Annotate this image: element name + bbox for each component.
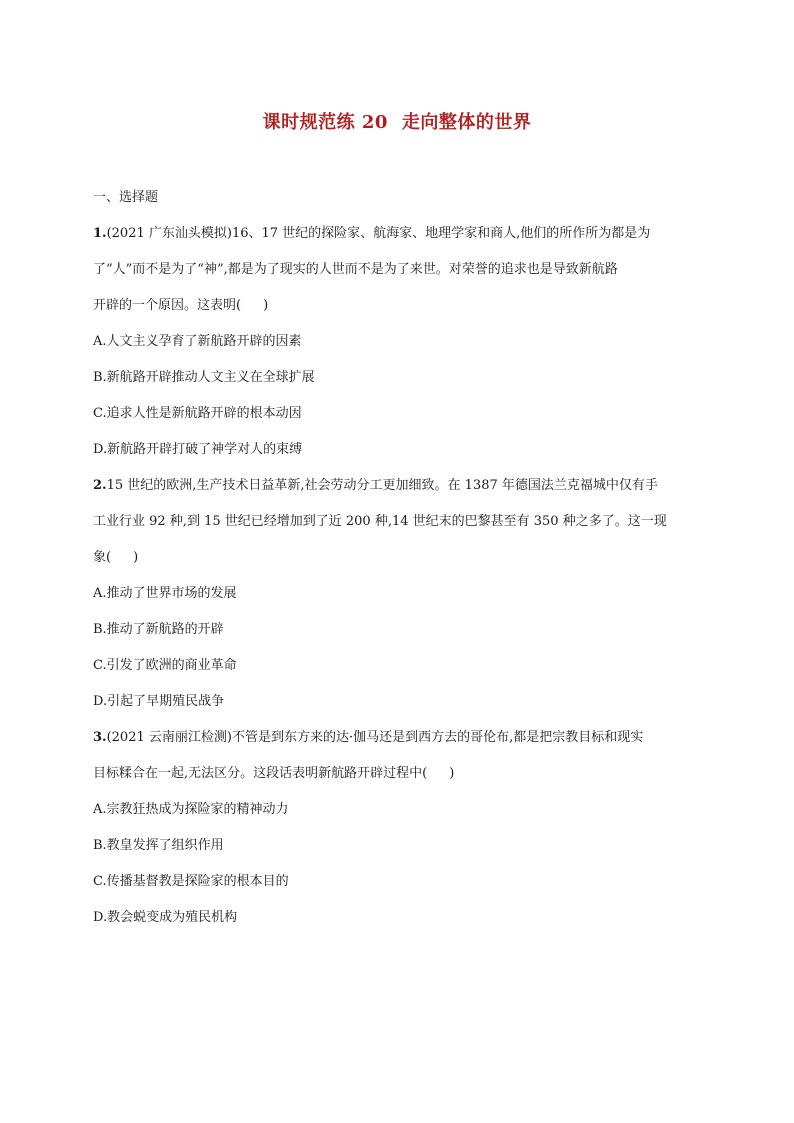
question-line — [93, 224, 705, 244]
question-line — [93, 764, 705, 784]
option-d: D.新航路开辟打破了神学对人的束缚 — [93, 442, 303, 457]
option-d: D.引起了早期殖民战争 — [93, 694, 225, 709]
question-2 — [93, 476, 705, 712]
answer-bracket-close: ) — [449, 766, 455, 781]
question-number: 3. — [93, 730, 107, 745]
question-text: 象( — [93, 550, 112, 565]
page-title — [0, 108, 794, 134]
answer-bracket-close: ) — [263, 298, 269, 313]
option-d: D.教会蜕变成为殖民机构 — [93, 910, 238, 925]
question-1 — [93, 224, 705, 460]
question-text: 目标糅合在一起,无法区分。这段话表明新航路开辟过程中( — [93, 766, 428, 781]
option-a: A.宗教狂热成为探险家的精神动力 — [93, 802, 289, 817]
title-main: 课时规范练 20 — [262, 112, 388, 133]
section-heading: 一、选择题 — [93, 190, 159, 205]
question-line: 工业行业 92 种,到 15 世纪已经增加到了近 200 种,14 世纪末的巴黎甚至有 350 种之多了。这一现 — [93, 514, 667, 529]
question-line — [93, 476, 705, 496]
answer-bracket-close: ) — [133, 550, 139, 565]
option-b: B.教皇发挥了组织作用 — [93, 838, 224, 853]
question-text: (2021 云南丽江检测)不管是到东方来的达·伽马还是到西方去的哥伦布,都是把宗教目标和现实 — [106, 730, 644, 745]
title-sub: 走向整体的世界 — [401, 112, 532, 133]
option-c: C.追求人性是新航路开辟的根本动因 — [93, 406, 302, 421]
document-body — [93, 188, 705, 944]
question-text: (2021 广东汕头模拟)16、17 世纪的探险家、航海家、地理学家和商人,他们的所作所为都是为 — [106, 226, 651, 241]
question-line — [93, 728, 705, 748]
option-a: A.推动了世界市场的发展 — [93, 586, 237, 601]
question-line — [93, 296, 705, 316]
question-line: 了“人”而不是为了“神”,都是为了现实的人世而不是为了来世。对荣誉的追求也是导致新航路 — [93, 262, 618, 277]
question-3 — [93, 728, 705, 928]
option-c: C.传播基督教是探险家的根本目的 — [93, 874, 289, 889]
option-b: B.推动了新航路的开辟 — [93, 622, 224, 637]
question-text: 15 世纪的欧洲,生产技术日益革新,社会劳动分工更加细致。在 1387 年德国法兰克福城中仅有手 — [106, 478, 658, 493]
option-a: A.人文主义孕育了新航路开辟的因素 — [93, 334, 302, 349]
question-number: 2. — [93, 478, 107, 493]
option-b: B.新航路开辟推动人文主义在全球扩展 — [93, 370, 315, 385]
question-text: 开辟的一个原因。这表明( — [93, 298, 242, 313]
option-c: C.引发了欧洲的商业革命 — [93, 658, 237, 673]
question-line — [93, 548, 705, 568]
question-number: 1. — [93, 226, 107, 241]
